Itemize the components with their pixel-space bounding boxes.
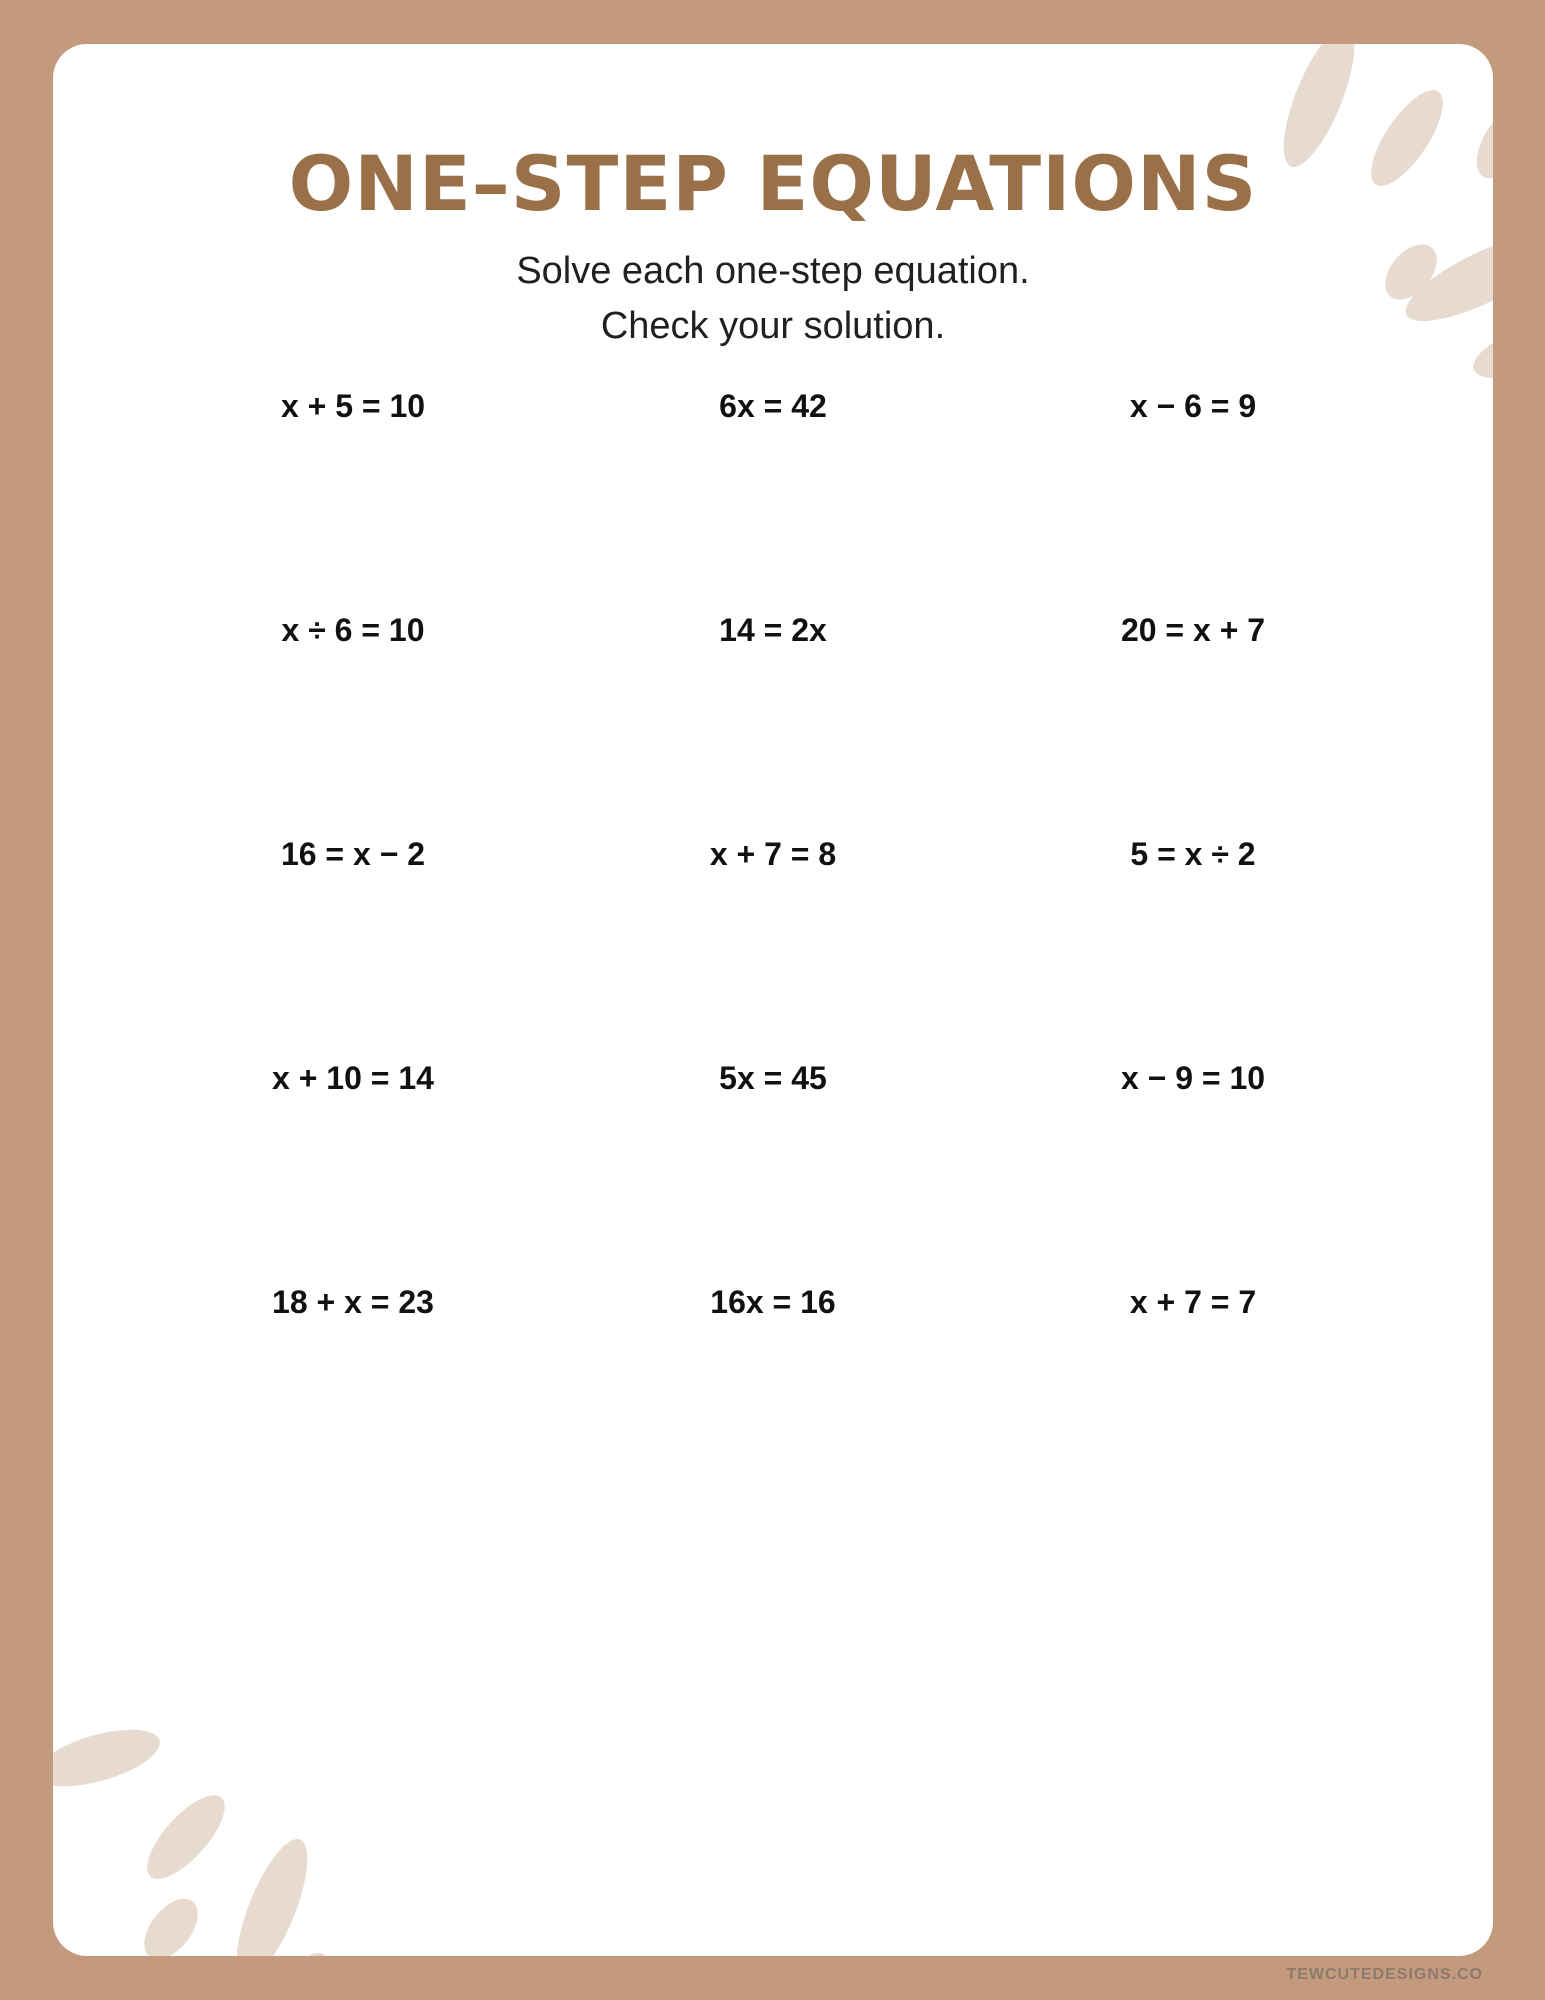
problem-item: 5x = 45 [719, 1060, 827, 1096]
problem-item: x + 5 = 10 [280, 388, 426, 424]
problem-item: x + 7 = 7 [1129, 1284, 1257, 1320]
subtitle-line-1: Solve each one-step equation. [516, 250, 1030, 292]
problem-item: 5 = x ÷ 2 [1130, 836, 1256, 872]
page-title: ONE–STEP EQUATIONS [288, 139, 1258, 228]
decorative-stroke-icon [284, 1948, 339, 1956]
problem-item: 6x = 42 [719, 388, 827, 424]
problem-row [143, 1036, 1403, 1260]
problem-row [143, 588, 1403, 812]
page-subtitle [53, 244, 1493, 354]
problem-item: x + 7 = 8 [709, 836, 837, 872]
decorative-stroke-icon [53, 1718, 166, 1797]
subtitle-line-2: Check your solution. [600, 305, 946, 348]
footer-credit: TEWCUTEDESIGNS.CO [1286, 1966, 1483, 1983]
worksheet-page [53, 44, 1493, 1956]
problem-item: 20 = x + 7 [1120, 612, 1266, 648]
problem-item: 14 = 2x [719, 612, 827, 648]
problem-item: 16x = 16 [710, 1284, 836, 1320]
problem-grid [143, 364, 1403, 1484]
problem-row [143, 364, 1403, 588]
decorative-stroke-icon [223, 1831, 322, 1956]
problem-item: x + 10 = 14 [272, 1060, 434, 1096]
problem-item: 16 = x − 2 [280, 836, 426, 872]
problem-item: x − 9 = 10 [1120, 1060, 1266, 1096]
problem-item: x − 6 = 9 [1129, 388, 1257, 424]
problem-row [143, 1260, 1403, 1484]
problem-item: 18 + x = 23 [272, 1284, 434, 1320]
decorative-stroke-icon [134, 1889, 209, 1956]
problem-row [143, 812, 1403, 1036]
decorative-stroke-icon [135, 1784, 237, 1891]
problem-item: x ÷ 6 = 10 [281, 612, 425, 648]
